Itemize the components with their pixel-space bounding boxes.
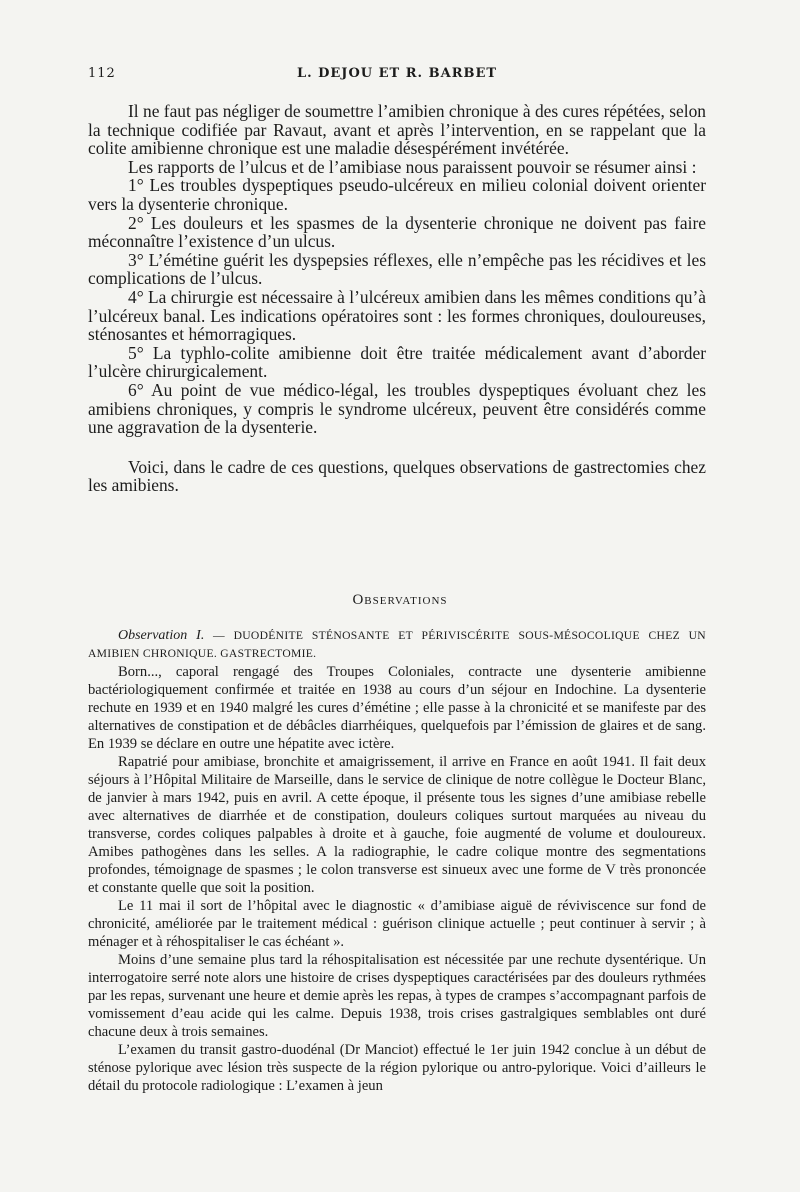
paragraph: Le 11 mai il sort de l’hôpital avec le diagnostic « d’amibiase aiguë de réviviscence sur fond de chronicité, améliorée par le traitement médical : guérison clinique actuelle ; peut continuer à servir ; à ménager et à réhospitaliser le cas échéant ».: [88, 898, 706, 950]
main-text: [88, 102, 706, 495]
running-title: L. DEJOU ET R. BARBET: [296, 66, 498, 81]
observation-title: [88, 627, 706, 663]
paragraph: Les rapports de l’ulcus et de l’amibiase nous paraissent pouvoir se résumer ainsi :: [128, 156, 697, 177]
page-header: [88, 66, 706, 86]
list-item: 4° La chirurgie est nécessaire à l’ulcéreux amibien dans les mêmes conditions qu’à l’ulcéreux banal. Les indications opératoires sont : les formes chroniques, douloureuses, sténosantes et hémorragiques.: [88, 286, 706, 345]
list-item: 5° La typhlo-colite amibienne doit être traitée médicalement avant d’aborder l’ulcère chirurgicalement.: [88, 342, 706, 382]
paragraph: Moins d’une semaine plus tard la réhospitalisation est nécessitée par une rechute dysentérique. Un interrogatoire serré note alors une histoire de crises dyspeptiques caractérisées par des douleurs rythmées par les repas, survenant une heure et demie après les repas, à types de crampes s’accompagnant parfois de vomissement d’eau acide qui les calme. Depuis 1938, trois crises gastralgiques semblables ont duré chacune deux à trois semaines.: [88, 952, 706, 1040]
list-item: 1° Les troubles dyspeptiques pseudo-ulcéreux en milieu colonial doivent orienter vers la dysenterie chronique.: [88, 175, 706, 214]
list-item: 3° L’émétine guérit les dyspepsies réflexes, elle n’empêche pas les récidives et les complications de l’ulcus.: [88, 249, 706, 289]
observation-text: [88, 663, 706, 1095]
observation-label: Observation I.: [118, 628, 205, 643]
list-item: 6° Au point de vue médico-légal, les troubles dyspeptiques évoluant chez les amibiens chroniques, y compris le syndrome ulcéreux, peuvent être considérés comme une aggravation de la dysenterie.: [88, 379, 706, 438]
paragraph: Born..., caporal rengagé des Troupes Coloniales, contracte une dysenterie amibienne bactériologiquement confirmée et traitée en 1938 au cours d’un séjour en Indochine. La dysenterie rechute en 1939 et en 1940 malgré les cures d’émétine ; elle passe à la chronicité et se manifeste par des alternatives de constipation et de débâcles diarrhéiques, quelquefois par l’émission de glaires et de sang. En 1939 se déclare en outre une hépatite avec ictère.: [88, 664, 706, 752]
paragraph: Voici, dans le cadre de ces questions, quelques observations de gastrectomies chez les amibiens.: [88, 456, 706, 496]
paragraph: Il ne faut pas négliger de soumettre l’amibien chronique à des cures répétées, selon la technique codifiée par Ravaut, avant et après l’intervention, en se rappelant que la colite amibienne chronique est une maladie désespérément invétérée.: [88, 101, 706, 159]
page-number: 112: [88, 66, 116, 81]
section-heading: Observations: [352, 592, 448, 608]
paragraph: L’examen du transit gastro-duodénal (Dr Manciot) effectué le 1er juin 1942 conclue à un début de sténose pylorique avec lésion très suspecte de la région pylorique ou antro-pylorique. Voici d’ailleurs le détail du protocole radiologique : L’examen à jeun: [88, 1042, 706, 1094]
list-item: 2° Les douleurs et les spasmes de la dysenterie chronique ne doivent pas faire méconnaître l’existence d’un ulcus.: [88, 212, 706, 252]
observation-subtitle: — DUODÉNITE STÉNOSANTE ET PÉRIVISCÉRITE SOUS-MÉSOCOLIQUE CHEZ UN AMIBIEN CHRONIQUE. GASTRECTOMIE.: [88, 629, 706, 660]
paragraph: Rapatrié pour amibiase, bronchite et amaigrissement, il arrive en France en août 1941. Il fait deux séjours à l’Hôpital Militaire de Marseille, dans le service de clinique de notre collègue le Docteur Blanc, de janvier à mars 1942, puis en avril. A cette époque, il présente tous les signes d’une amibiase rebelle avec alternatives de diarrhée et de constipation, douleurs coliques surtout marquées au niveau du transverse, cordes coliques palpables à droite et à gauche, foie augmenté de volume et douloureux. Amibes pathogènes dans les selles. A la radiographie, le cadre colique montre des segmentations profondes, témoignage de spasmes ; le colon transverse est sinueux avec une forme de V très prononcée et constante quelle que soit la position.: [88, 754, 706, 896]
